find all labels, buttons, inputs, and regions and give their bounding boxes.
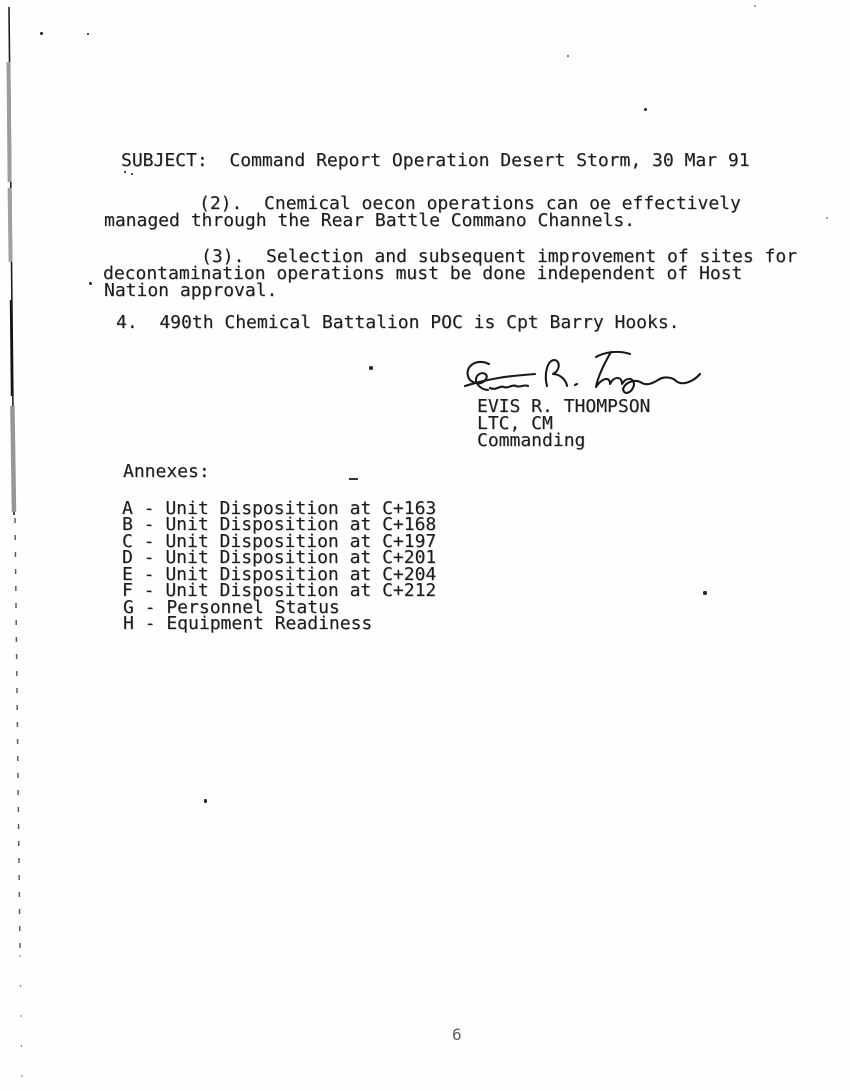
paragraph-3-line-2: decontamination operations must be done independent of Host <box>103 263 743 284</box>
scan-speck <box>826 217 828 219</box>
scan-speck <box>204 799 207 803</box>
scan-speck <box>703 591 707 595</box>
scan-speck <box>40 32 43 35</box>
scan-speck <box>124 171 126 173</box>
paragraph-3-line-3: Nation approval. <box>104 280 278 301</box>
signer-title: Commanding <box>477 430 586 451</box>
signer-rank-branch: LTC, CM <box>477 413 553 434</box>
scan-speck <box>567 55 569 57</box>
annex-item-f: F - Unit Disposition at C+212 <box>122 580 437 601</box>
scan-speck <box>644 108 647 111</box>
scan-speck <box>89 282 92 285</box>
annex-item-g: G - Personnel Status <box>123 597 340 618</box>
annex-item-b: B - Unit Disposition at C+168 <box>122 514 437 535</box>
scan-speck <box>369 366 373 370</box>
annex-item-a: A - Unit Disposition at C+163 <box>122 498 437 519</box>
scan-dash-artifact <box>349 478 358 480</box>
page-number: 6 <box>452 1025 462 1044</box>
signer-typed-name: EVIS R. THOMPSON <box>477 396 651 417</box>
scan-speck <box>87 33 89 35</box>
subject-line: SUBJECT: Command Report Operation Desert Storm, 30 Mar 91 <box>121 150 750 171</box>
annex-item-d: D - Unit Disposition at C+201 <box>122 547 437 568</box>
scan-speck <box>131 173 133 175</box>
paragraph-4: 4. 490th Chemical Battalion POC is Cpt Barry Hooks. <box>116 312 680 333</box>
paragraph-2-line-1: (2). Cnemical oecon operations can oe effectively <box>199 193 741 214</box>
paragraph-2-line-2: managed through the Rear Battle Commano Channels. <box>104 210 636 231</box>
scan-speck <box>754 5 756 7</box>
annex-item-c: C - Unit Disposition at C+197 <box>122 531 437 552</box>
annexes-heading: Annexes: <box>123 461 210 482</box>
annex-item-e: E - Unit Disposition at C+204 <box>122 564 437 585</box>
annex-item-h: H - Equipment Readiness <box>123 613 373 634</box>
paragraph-3-line-1: (3). Selection and subsequent improvement of sites for <box>201 246 798 267</box>
scan-artifact-left-margin-line <box>0 0 34 1091</box>
